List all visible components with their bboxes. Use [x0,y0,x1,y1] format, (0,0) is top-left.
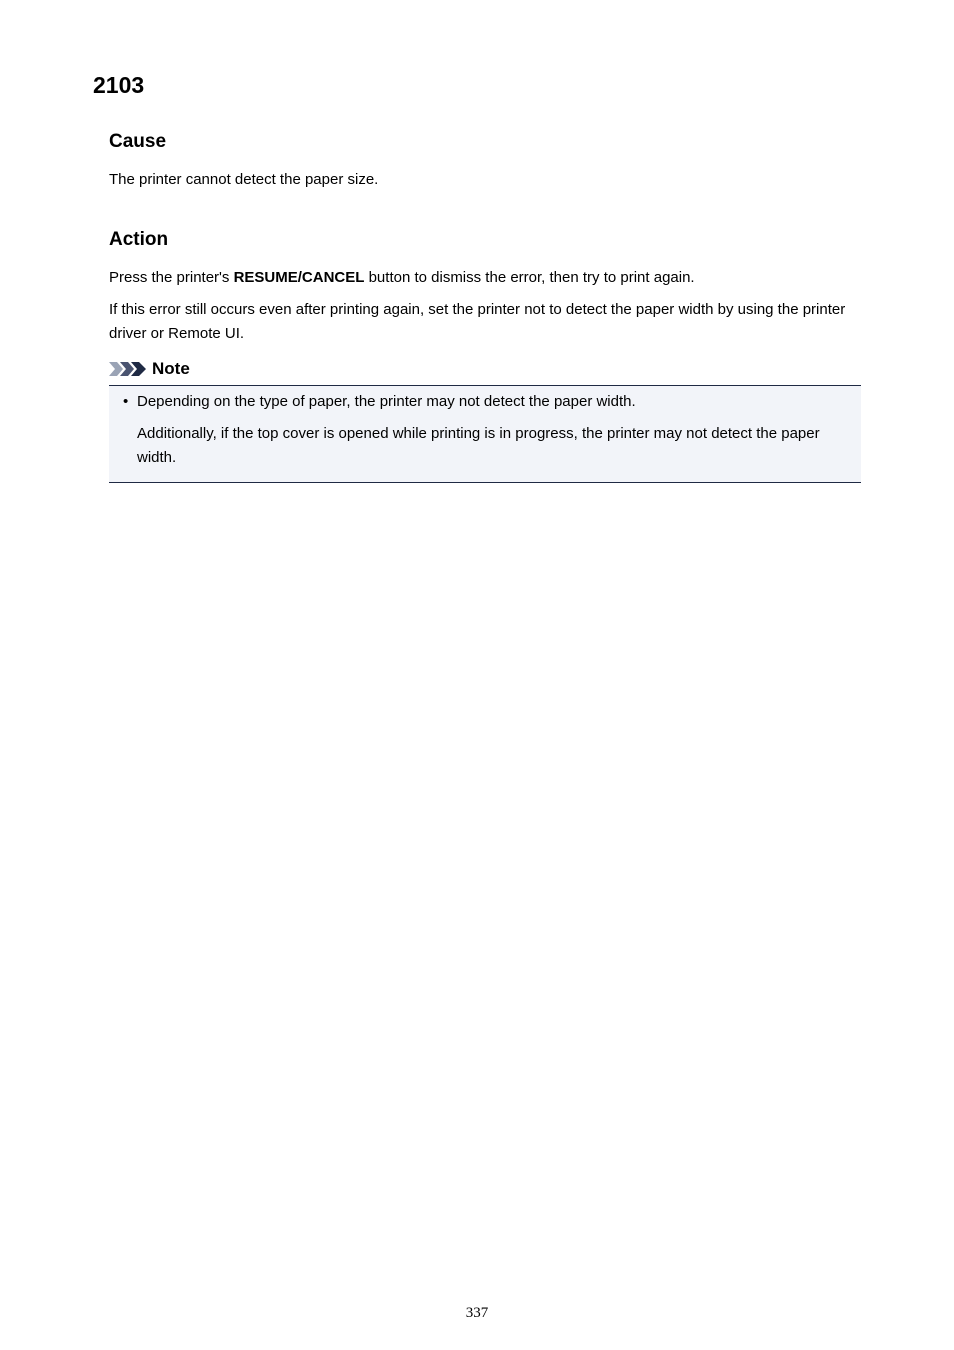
action-heading: Action [109,229,169,250]
action-text-end: button to dismiss the error, then try to print again. [364,269,695,286]
page-number: 337 [465,1305,489,1321]
cause-text: The printer cannot detect the paper size. [109,171,379,188]
resume-cancel-button-name: RESUME/CANCEL [233,269,365,286]
page-title: 2103 [93,72,145,98]
note-item-text: Depending on the type of paper, the printer may not detect the paper width. [137,393,636,410]
action-text-start: Press the printer's [109,269,234,286]
note-item-extra: Additionally, if the top cover is opened while printing is in progress, the printer may not detect the paper width. [137,425,820,466]
cause-heading: Cause [109,131,167,152]
action-paragraph-1 [109,266,861,290]
note-bullet: • [123,393,129,410]
action-paragraph-2: If this error still occurs even after printing again, set the printer not to detect the paper width by using the printer driver or Remote UI. [109,301,846,342]
note-chevrons-icon [109,361,147,377]
note-label: Note [152,359,190,378]
note-box [109,385,861,483]
note-header [109,357,190,381]
